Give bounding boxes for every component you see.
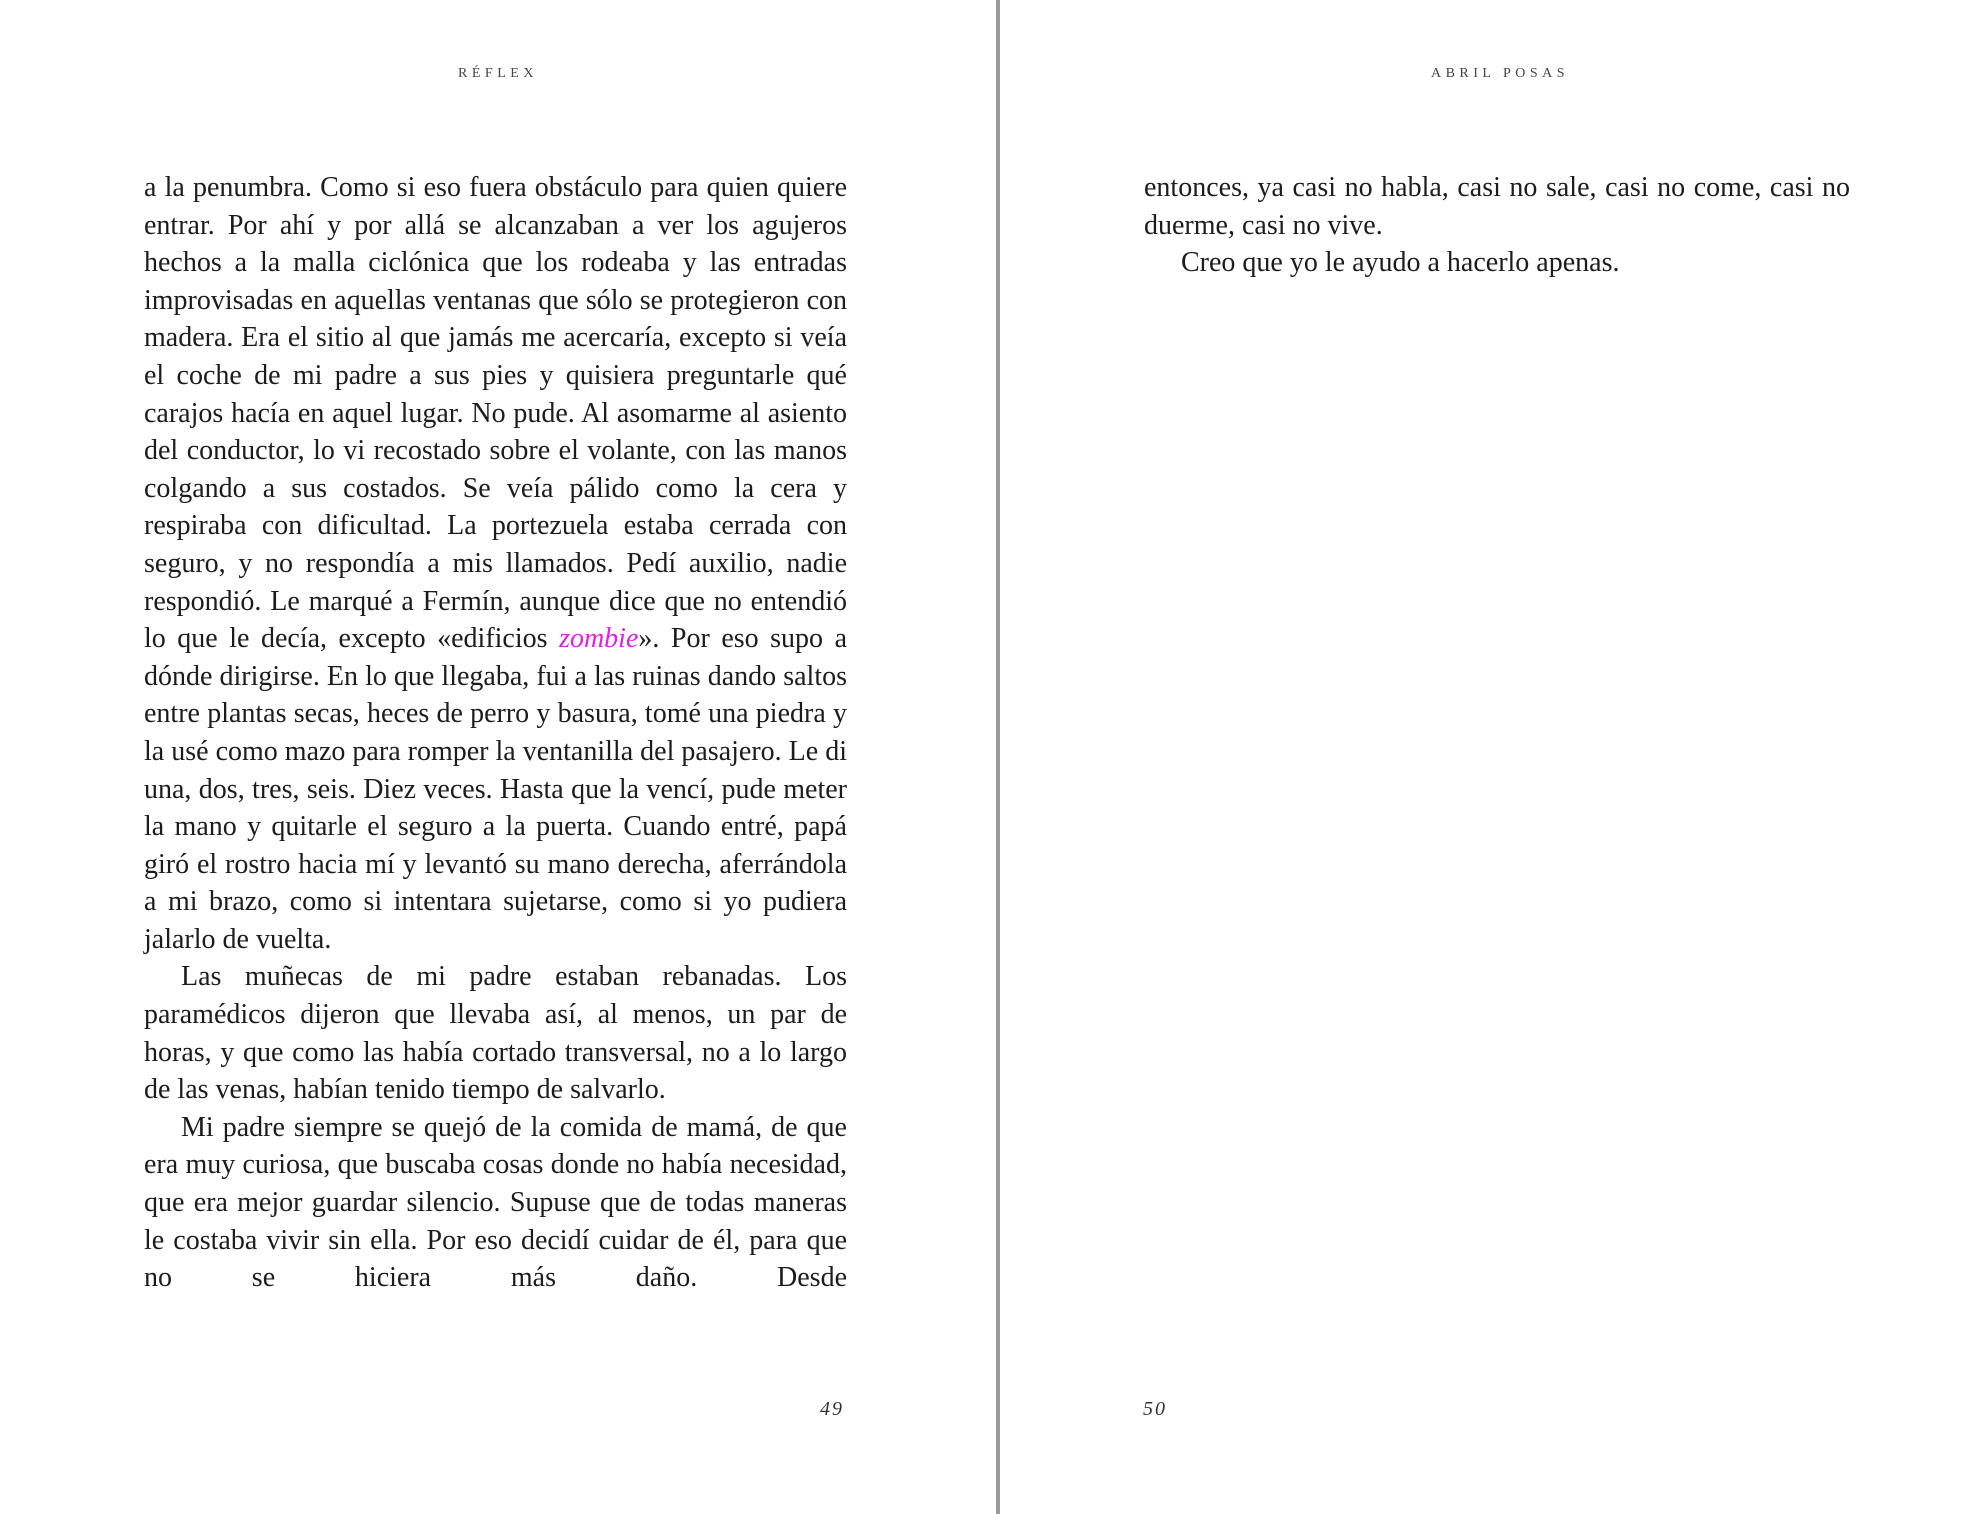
- italic-highlighted-word: zombie: [559, 623, 639, 655]
- running-head-author: ABRIL POSAS: [1430, 66, 1570, 81]
- paragraph: Creo que yo le ayudo a hacerlo apenas.: [1181, 247, 1620, 279]
- page-number: 50: [1143, 1398, 1167, 1420]
- paragraph: [144, 169, 847, 958]
- right-page-body: [1144, 169, 1850, 282]
- paragraph: entonces, ya casi no habla, casi no sale, casi no come, casi no duerme, casi no vive.: [1144, 172, 1850, 241]
- paragraph-text: a la penumbra. Como si eso fuera obstáculo para quien quiere entrar. Por ahí y por allá se alcanzaban a ver los agujeros hechos a la malla ciclónica que los rodeaba y las entradas improvisadas en aquellas ventanas que sólo se protegieron con madera. Era el sitio al que jamás me acercaría, excepto si veía el coche de mi padre a sus pies y quisiera preguntarle qué carajos hacía en aquel lugar. No pude. Al asomarme al asiento del conductor, lo vi recostado sobre el volante, con las manos colgando a sus costados. Se veía pálido como la cera y respiraba con dificultad. La portezuela estaba cerrada con seguro, y no respondía a mis llamados. Pedí auxilio, nadie respondió. Le marqué a Fermín, aunque dice que no entendió lo que le decía, excepto «edificios: [144, 172, 847, 655]
- paragraph: Mi padre siempre se quejó de la comida de mamá, de que era muy curiosa, que buscaba cosas donde no había necesidad, que era mejor guardar silencio. Supuse que de todas maneras le costaba vivir sin ella. Por eso decidí cuidar de él, para que no se hiciera más daño. Desde: [144, 1111, 847, 1294]
- right-page: [1000, 0, 1984, 1514]
- left-page-body: [144, 169, 847, 1297]
- paragraph-text: ». Por eso supo a dónde dirigirse. En lo que llegaba, fui a las ruinas dando saltos entre plantas secas, heces de perro y basura, tomé una piedra y la usé como mazo para romper la ventanilla del pasajero. Le di una, dos, tres, seis. Diez veces. Hasta que la vencí, pude meter la mano y quitarle el seguro a la puerta. Cuando entré, papá giró el rostro hacia mí y levantó su mano derecha, aferrándola a mi brazo, como si intentara sujetarse, como si yo pudiera jalarlo de vuelta.: [144, 623, 848, 955]
- paragraph: Las muñecas de mi padre estaban rebanadas. Los paramédicos dijeron que llevaba así, al menos, un par de horas, y que como las había cortado transversal, no a lo largo de las venas, habían tenido tiempo de salvarlo.: [144, 961, 847, 1106]
- page-number: 49: [820, 1398, 844, 1420]
- running-head-title: RÉFLEX: [458, 66, 538, 81]
